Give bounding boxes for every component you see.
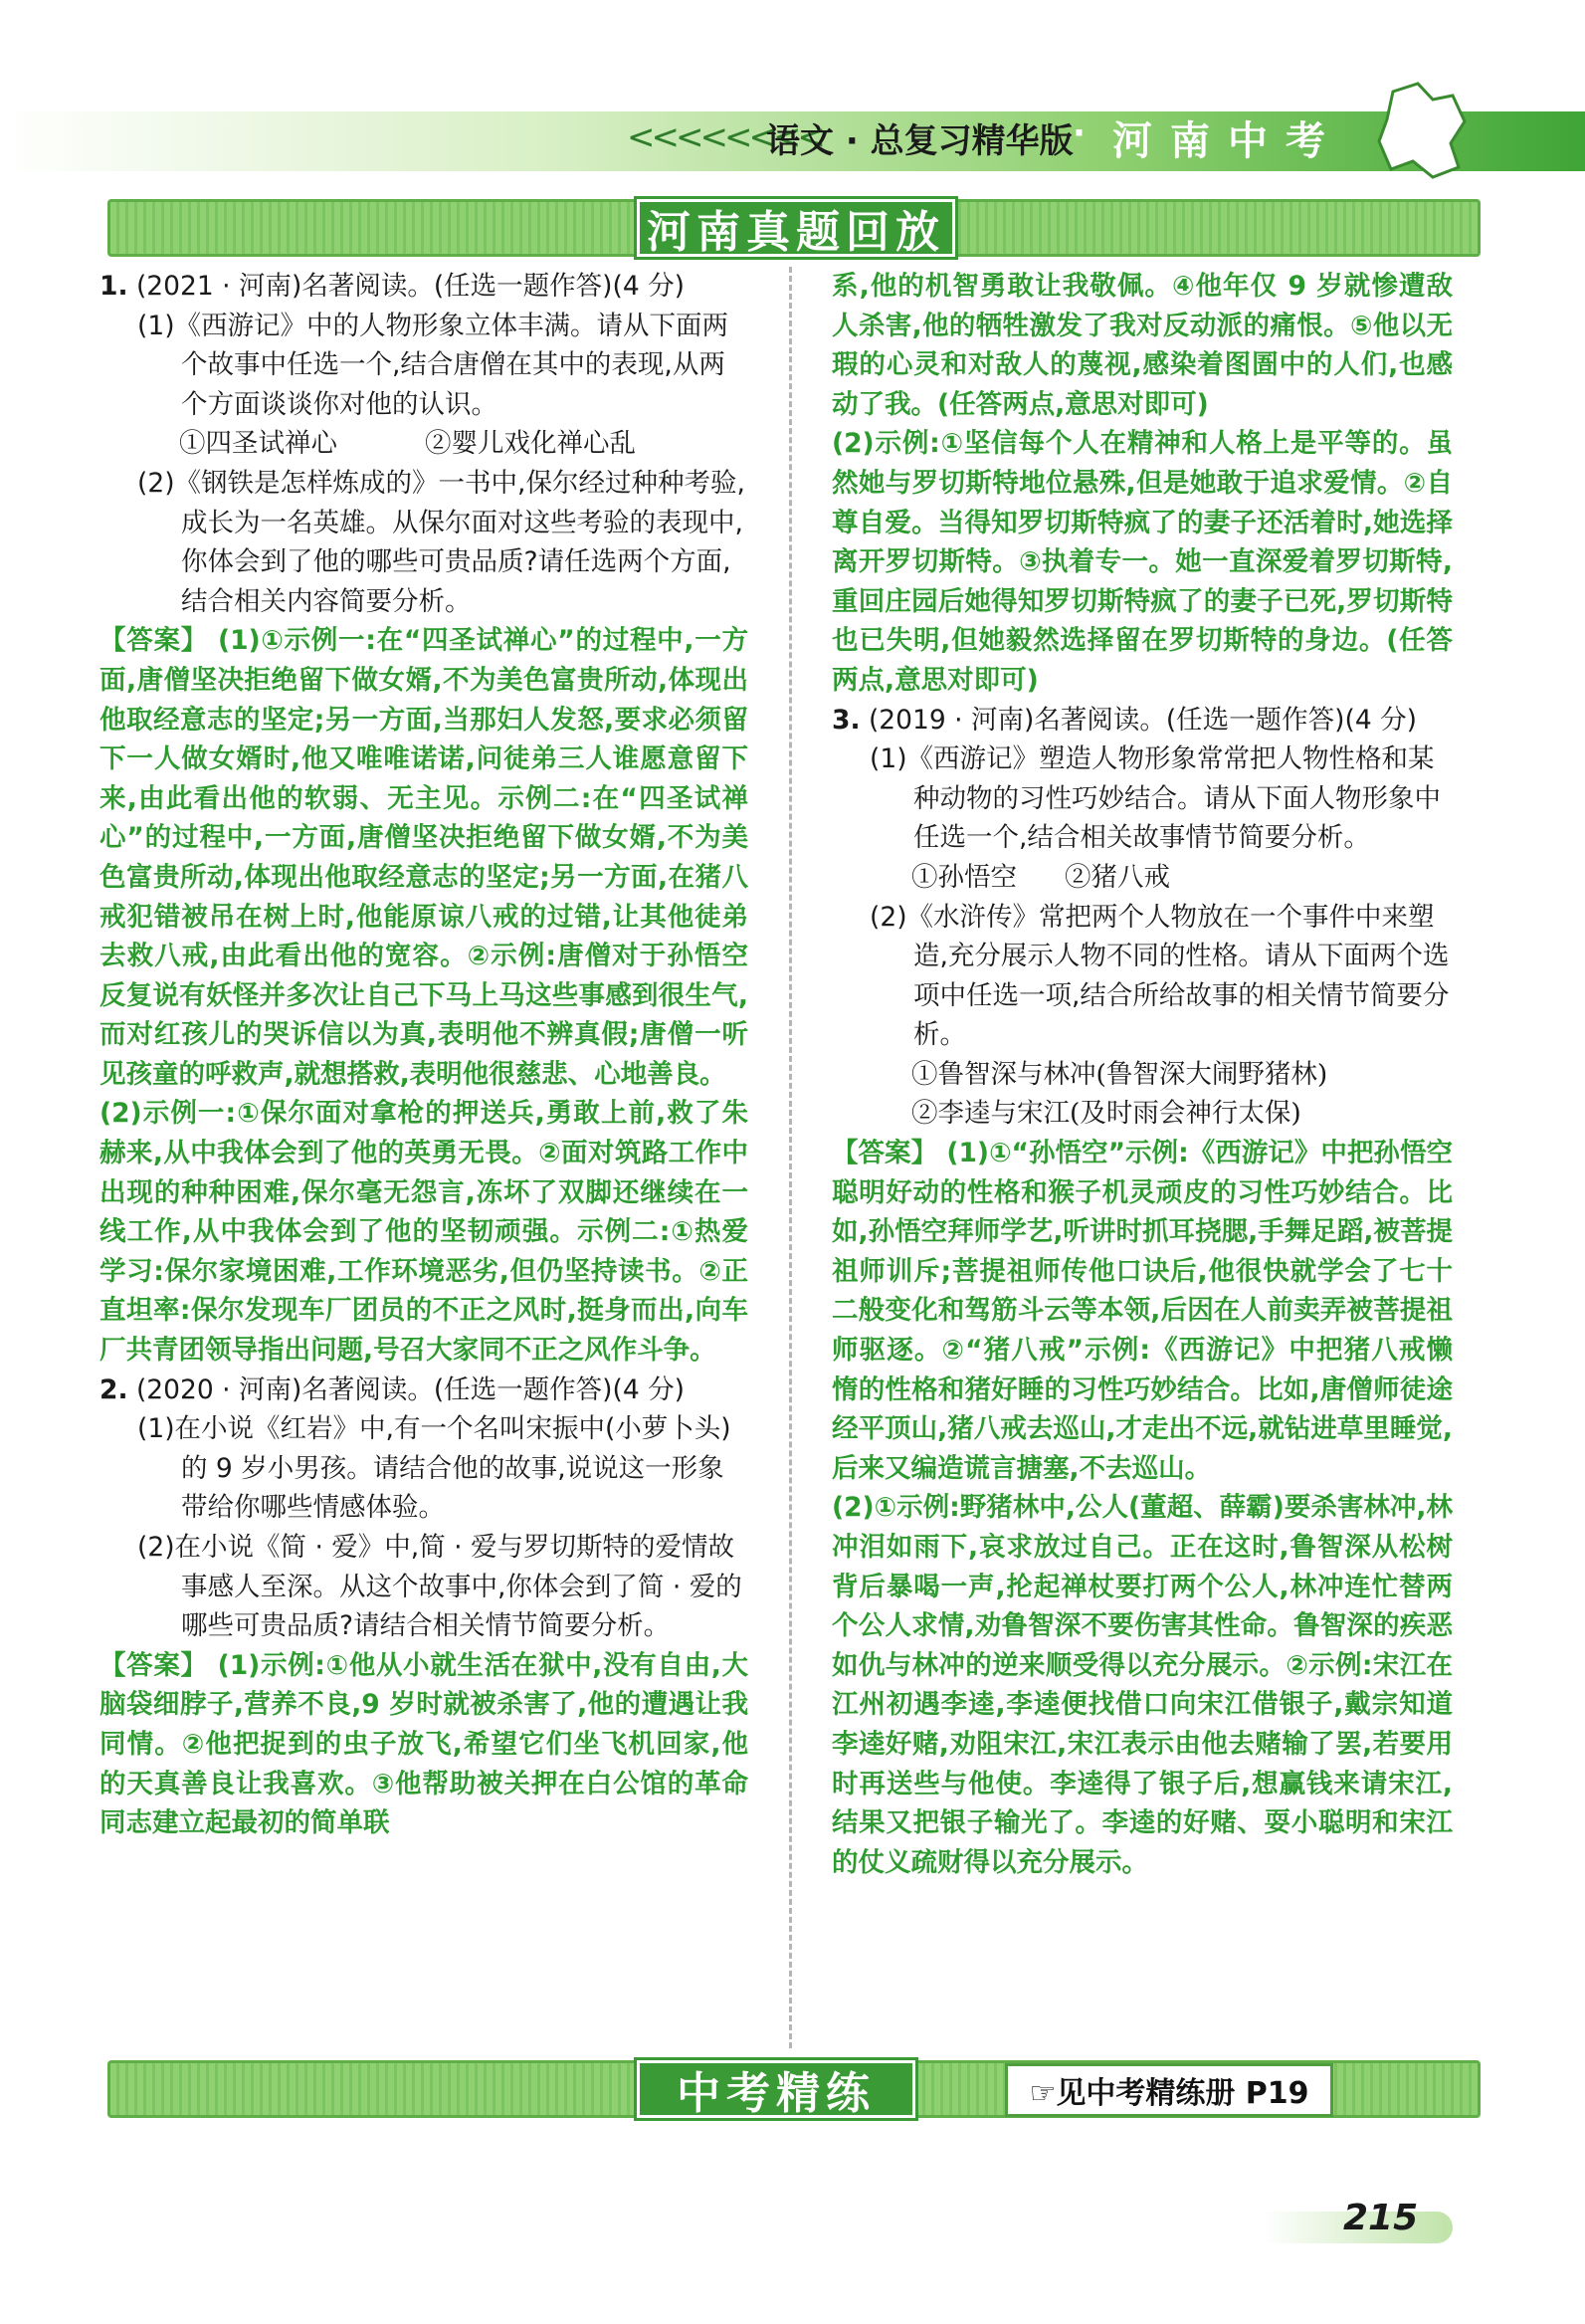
text-block: 【答案】 (1)示例:①他从小就生活在狱中,没有自由,大脑袋细脖子,营养不良,9 岁时就被杀害了,他的遭遇让我同情。②他把捉到的虫子放飞,希望它们坐飞机回家,他的天真善良让我喜欢。③他帮助被关押在白公馆的革命同志建立起最初的简单联	[99, 1649, 748, 1839]
right-column	[832, 267, 1453, 1882]
text-block: (1)《西游记》中的人物形象立体丰满。请从下面两个故事中任选一个,结合唐僧在其中的表现,从两个方面谈谈你对他的认识。	[137, 310, 729, 420]
text-block: ①孙悟空 ②猪八戒	[911, 861, 1170, 893]
text-block: (2)①示例:野猪林中,公人(董超、薛霸)要杀害林冲,林冲泪如雨下,哀求放过自己。正在这时,鲁智深从松树背后暴喝一声,抡起禅杖要打两个公人,林冲连忙替两个公人求情,劝鲁智深不要伤害其性命。鲁智深的疾恶如仇与林冲的逆来顺受得以充分展示。②示例:宋江在江州初遇李逵,李逵便找借口向宋江借银子,戴宗知道李逵好赌,劝阻宋江,宋江表示由他去赌输了罢,若要用时再送些与他使。李逵得了银子后,想赢钱来请宋江,结果又把银子输光了。李逵的好赌、耍小聪明和宋江的仗义疏财得以充分展示。	[832, 1492, 1453, 1878]
text-block: ①鲁智深与林冲(鲁智深大闹野猪林)	[911, 1058, 1328, 1090]
section-title-bottom: 中考精练	[637, 2060, 915, 2118]
text-block: 系,他的机智勇敢让我敬佩。④他年仅 9 岁就惨遭敌人杀害,他的牺牲激发了我对反动派的痛恨。⑤他以无瑕的心灵和对敌人的蔑视,感染着图圄中的人们,也感动了我。(任答两点,意思对即可)	[832, 271, 1453, 420]
text-block: (2)示例一:①保尔面对拿枪的押送兵,勇敢上前,救了朱赫来,从中我体会到了他的英勇无畏。②面对筑路工作中出现的种种困难,保尔毫无怨言,冻坏了双脚还继续在一线工作,从中我体会到了他的坚韧顽强。示例二:①热爱学习:保尔家境困难,工作环境恶劣,但仍坚持读书。②正直坦率:保尔发现车厂团员的不正之风时,挺身而出,向车厂共青团领导指出问题,号召大家同不正之风作斗争。	[99, 1098, 748, 1367]
header-chevrons: <<<<<<<<	[627, 117, 822, 157]
text-block: 【答案】 (1)①“孙悟空”示例:《西游记》中把孙悟空聪明好动的性格和猴子机灵顽皮的习性巧妙结合。比如,孙悟空拜师学艺,听讲时抓耳挠腮,手舞足蹈,被菩提祖师训斥;菩提祖师传他口诀后,他很快就学会了七十二般变化和驾筋斗云等本领,后因在人前卖弄被菩提祖师驱逐。②“猪八戒”示例:《西游记》中把猪八戒懒惰的性格和猪好睡的习性巧妙结合。比如,唐僧师徒途经平顶山,猪八戒去巡山,才走出不远,就钻进草里睡觉,后来又编造谎言搪塞,不去巡山。	[832, 1138, 1453, 1484]
text-block: 【答案】 (1)①示例一:在“四圣试禅心”的过程中,一方面,唐僧坚决拒绝留下做女婿,不为美色富贵所动,体现出他取经意志的坚定;另一方面,当那妇人发怒,要求必须留下一人做女婿时,他又唯唯诺诺,问徒弟三人谁愿意留下来,由此看出他的软弱、无主见。示例二:在“四圣试禅心”的过程中,一方面,唐僧坚决拒绝留下做女婿,不为美色富贵所动,体现出他取经意志的坚定;另一方面,在猪八戒犯错被吊在树上时,他能原谅八戒的过错,让其他徒弟去救八戒,由此看出他的宽容。②示例:唐僧对于孙悟空反复说有妖怪并多次让自己下马上马这些事感到很生气,而对红孩儿的哭诉信以为真,表明他不辨真假;唐僧一听见孩童的呼救声,就想搭救,表明他很慈悲、心地善良。	[99, 625, 748, 1090]
text-block: (2)《钢铁是怎样炼成的》一书中,保尔经过种种考验,成长为一名英雄。从保尔面对这些考验的表现中,你体会到了他的哪些可贵品质?请任选两个方面,结合相关内容简要分析。	[137, 467, 745, 617]
text-block: 3. (2019 · 河南)名著阅读。(任选一题作答)(4 分)	[832, 704, 1417, 736]
left-column	[99, 267, 748, 1843]
page-number: 215	[1343, 2198, 1419, 2238]
series-title: 河南中考	[1112, 118, 1343, 164]
text-block: ②李逵与宋江(及时雨会神行太保)	[911, 1098, 1301, 1130]
header-dot: ·	[1073, 113, 1086, 153]
book-title: 语文 · 总复习精华版	[766, 121, 1074, 161]
text-block: (2)在小说《简 · 爱》中,简 · 爱与罗切斯特的爱情故事感人至深。从这个故事中,你体会到了简 · 爱的哪些可贵品质?请结合相关情节简要分析。	[137, 1532, 742, 1642]
text-block: (2)《水浒传》常把两个人物放在一个事件中来塑造,充分展示人物不同的性格。请从下面两个选项中任选一项,结合所给故事的相关情节简要分析。	[870, 901, 1450, 1051]
text-block: (1)在小说《红岩》中,有一个名叫宋振中(小萝卜头)的 9 岁小男孩。请结合他的故事,说说这一形象带给你哪些情感体验。	[137, 1413, 731, 1524]
practice-book-ref: ☞见中考精练册 P19	[1005, 2063, 1333, 2117]
text-block: ①四圣试禅心 ②婴儿戏化禅心乱	[179, 428, 636, 460]
section-title-top: 河南真题回放	[637, 199, 955, 257]
text-block: 1. (2021 · 河南)名著阅读。(任选一题作答)(4 分)	[99, 271, 685, 302]
column-divider	[789, 267, 792, 2048]
text-block: (1)《西游记》塑造人物形象常常把人物性格和某种动物的习性巧妙结合。请从下面人物形象中任选一个,结合相关故事情节简要分析。	[870, 743, 1441, 854]
henan-map-icon	[1373, 82, 1468, 181]
text-block: 2. (2020 · 河南)名著阅读。(任选一题作答)(4 分)	[99, 1373, 685, 1405]
text-block: (2)示例:①坚信每个人在精神和人格上是平等的。虽然她与罗切斯特地位悬殊,但是她敢于追求爱情。②自尊自爱。当得知罗切斯特疯了的妻子还活着时,她选择离开罗切斯特。③执着专一。她一直深爱着罗切斯特,重回庄园后她得知罗切斯特疯了的妻子已死,罗切斯特也已失明,但她毅然选择留在罗切斯特的身边。(任答两点,意思对即可)	[832, 428, 1453, 696]
